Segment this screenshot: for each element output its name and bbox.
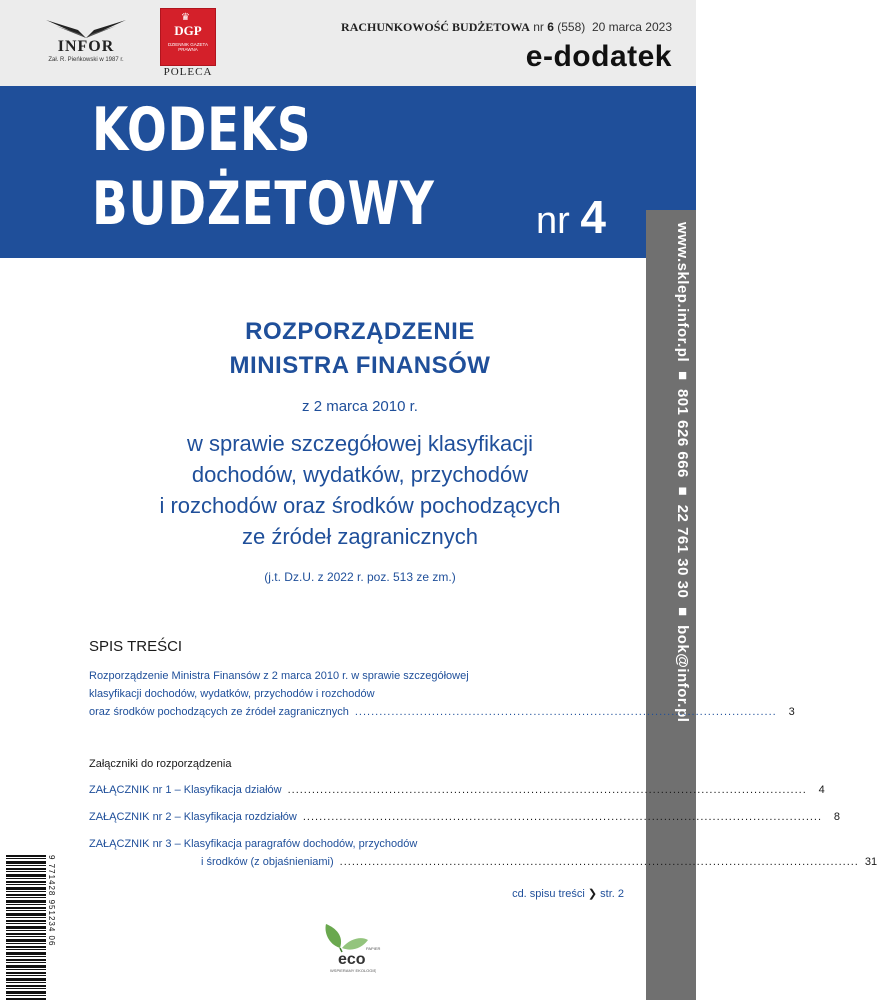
infor-logo	[34, 16, 138, 70]
toc-entry-last-line	[89, 703, 795, 721]
toc-page-number: 3	[788, 706, 795, 718]
issue-number	[536, 190, 606, 244]
infor-logo-since: Zał. R. Pieńkowski w 1987 r.	[48, 57, 124, 63]
dgp-logo-box	[160, 8, 216, 66]
infor-wings-icon	[42, 16, 130, 40]
infor-logo-text: INFOR	[57, 38, 115, 55]
toc-heading: SPIS TREŚCI	[89, 638, 183, 655]
eco-logo-sub: WSPIERAMY EKOLOGIĘ	[330, 968, 377, 973]
dgp-poleca: POLECA	[163, 66, 213, 78]
toc-page-number: 31	[864, 856, 877, 868]
publication-nr: 6	[547, 20, 554, 34]
leader-dots: ................................................................................................................................	[302, 811, 823, 823]
toc-page-number: 8	[833, 811, 841, 823]
chevron-right-icon: ❯	[587, 888, 598, 900]
top-bar	[0, 0, 696, 86]
contact-info: www.sklep.infor.pl ■ 801 626 666 ■ 22 761 30 30 ■ bok@infor.pl	[674, 222, 691, 723]
issue-label: nr	[536, 200, 570, 242]
toc-annex-line	[89, 781, 825, 799]
regulation-title-line-2: MINISTRA FINANSÓW	[229, 352, 491, 379]
dgp-logo	[160, 8, 216, 80]
toc-entry-line: oraz środków pochodzących ze źródeł zagranicznych	[89, 706, 349, 718]
leaf-icon	[318, 918, 382, 976]
regulation-desc-line: ze źródeł zagranicznych	[241, 524, 478, 549]
toc-annex-line	[89, 853, 877, 871]
toc-annex-title-cont: i środków (z objaśnieniami)	[201, 856, 334, 868]
toc-annex-title: ZAŁĄCZNIK nr 1 – Klasyfikacja działów	[89, 784, 282, 796]
eco-logo-top: PAPIER	[366, 946, 381, 951]
toc-entry-line: klasyfikacji dochodów, wydatków, przychodów i rozchodów	[89, 688, 375, 700]
edition-label: e-dodatek	[525, 40, 672, 73]
eagle-icon: ♛	[181, 12, 190, 23]
toc-annex-title: ZAŁĄCZNIK nr 2 – Klasyfikacja rozdziałów	[89, 811, 297, 823]
leader-dots: ................................................................................................................................	[339, 856, 859, 868]
dgp-logo-sub: DZIENNIK GAZETA PRAWNA	[168, 42, 208, 52]
barcode	[6, 855, 46, 1000]
toc-annex-1[interactable]	[89, 781, 825, 799]
barcode-number: 9 771428 951234 06	[47, 855, 56, 947]
publication-issue-total: (558)	[557, 20, 586, 34]
regulation-date: z 2 marca 2010 r.	[302, 398, 418, 415]
issue-value: 4	[580, 191, 606, 243]
regulation-desc-line: w sprawie szczegółowej klasyfikacji	[186, 431, 533, 456]
toc-continuation-text: cd. spisu treści	[512, 888, 585, 900]
eco-logo	[318, 918, 382, 976]
toc-annex-3[interactable]	[89, 835, 877, 871]
publication-info	[341, 20, 672, 35]
regulation-reference: (j.t. Dz.U. z 2022 r. poz. 513 ze zm.)	[264, 570, 456, 584]
title-line-1: KODEKS	[92, 95, 312, 165]
regulation-description	[90, 428, 630, 552]
annex-heading: Załączniki do rozporządzenia	[89, 758, 232, 770]
toc-continuation-page: str. 2	[600, 888, 624, 900]
toc-page-number: 4	[818, 784, 825, 796]
title-line-2: BUDŻETOWY	[92, 169, 435, 239]
publication-date: 20 marca 2023	[591, 20, 672, 34]
toc-annex-line	[89, 808, 841, 826]
publication-name: RACHUNKOWOŚĆ BUDŻETOWA	[341, 20, 530, 34]
dgp-logo-text: DGP	[174, 23, 202, 38]
leader-dots: ........................................................................................................	[354, 706, 777, 718]
publication-nr-label: nr	[533, 20, 544, 34]
toc-entry-line: Rozporządzenie Ministra Finansów z 2 marca 2010 r. w sprawie szczegółowej	[89, 670, 469, 682]
regulation-title-line-1: ROZPORZĄDZENIE	[245, 318, 475, 345]
leader-dots: ................................................................................................................................	[287, 784, 807, 796]
toc-annex-title: ZAŁĄCZNIK nr 3 – Klasyfikacja paragrafów dochodów, przychodów	[89, 838, 418, 850]
regulation-desc-line: i rozchodów oraz środków pochodzących	[159, 493, 561, 518]
toc-main-entry[interactable]	[89, 667, 795, 721]
eco-logo-text: eco	[338, 951, 366, 968]
toc-annex-2[interactable]	[89, 808, 841, 826]
regulation-desc-line: dochodów, wydatków, przychodów	[191, 462, 529, 487]
toc-continuation[interactable]	[512, 887, 624, 900]
